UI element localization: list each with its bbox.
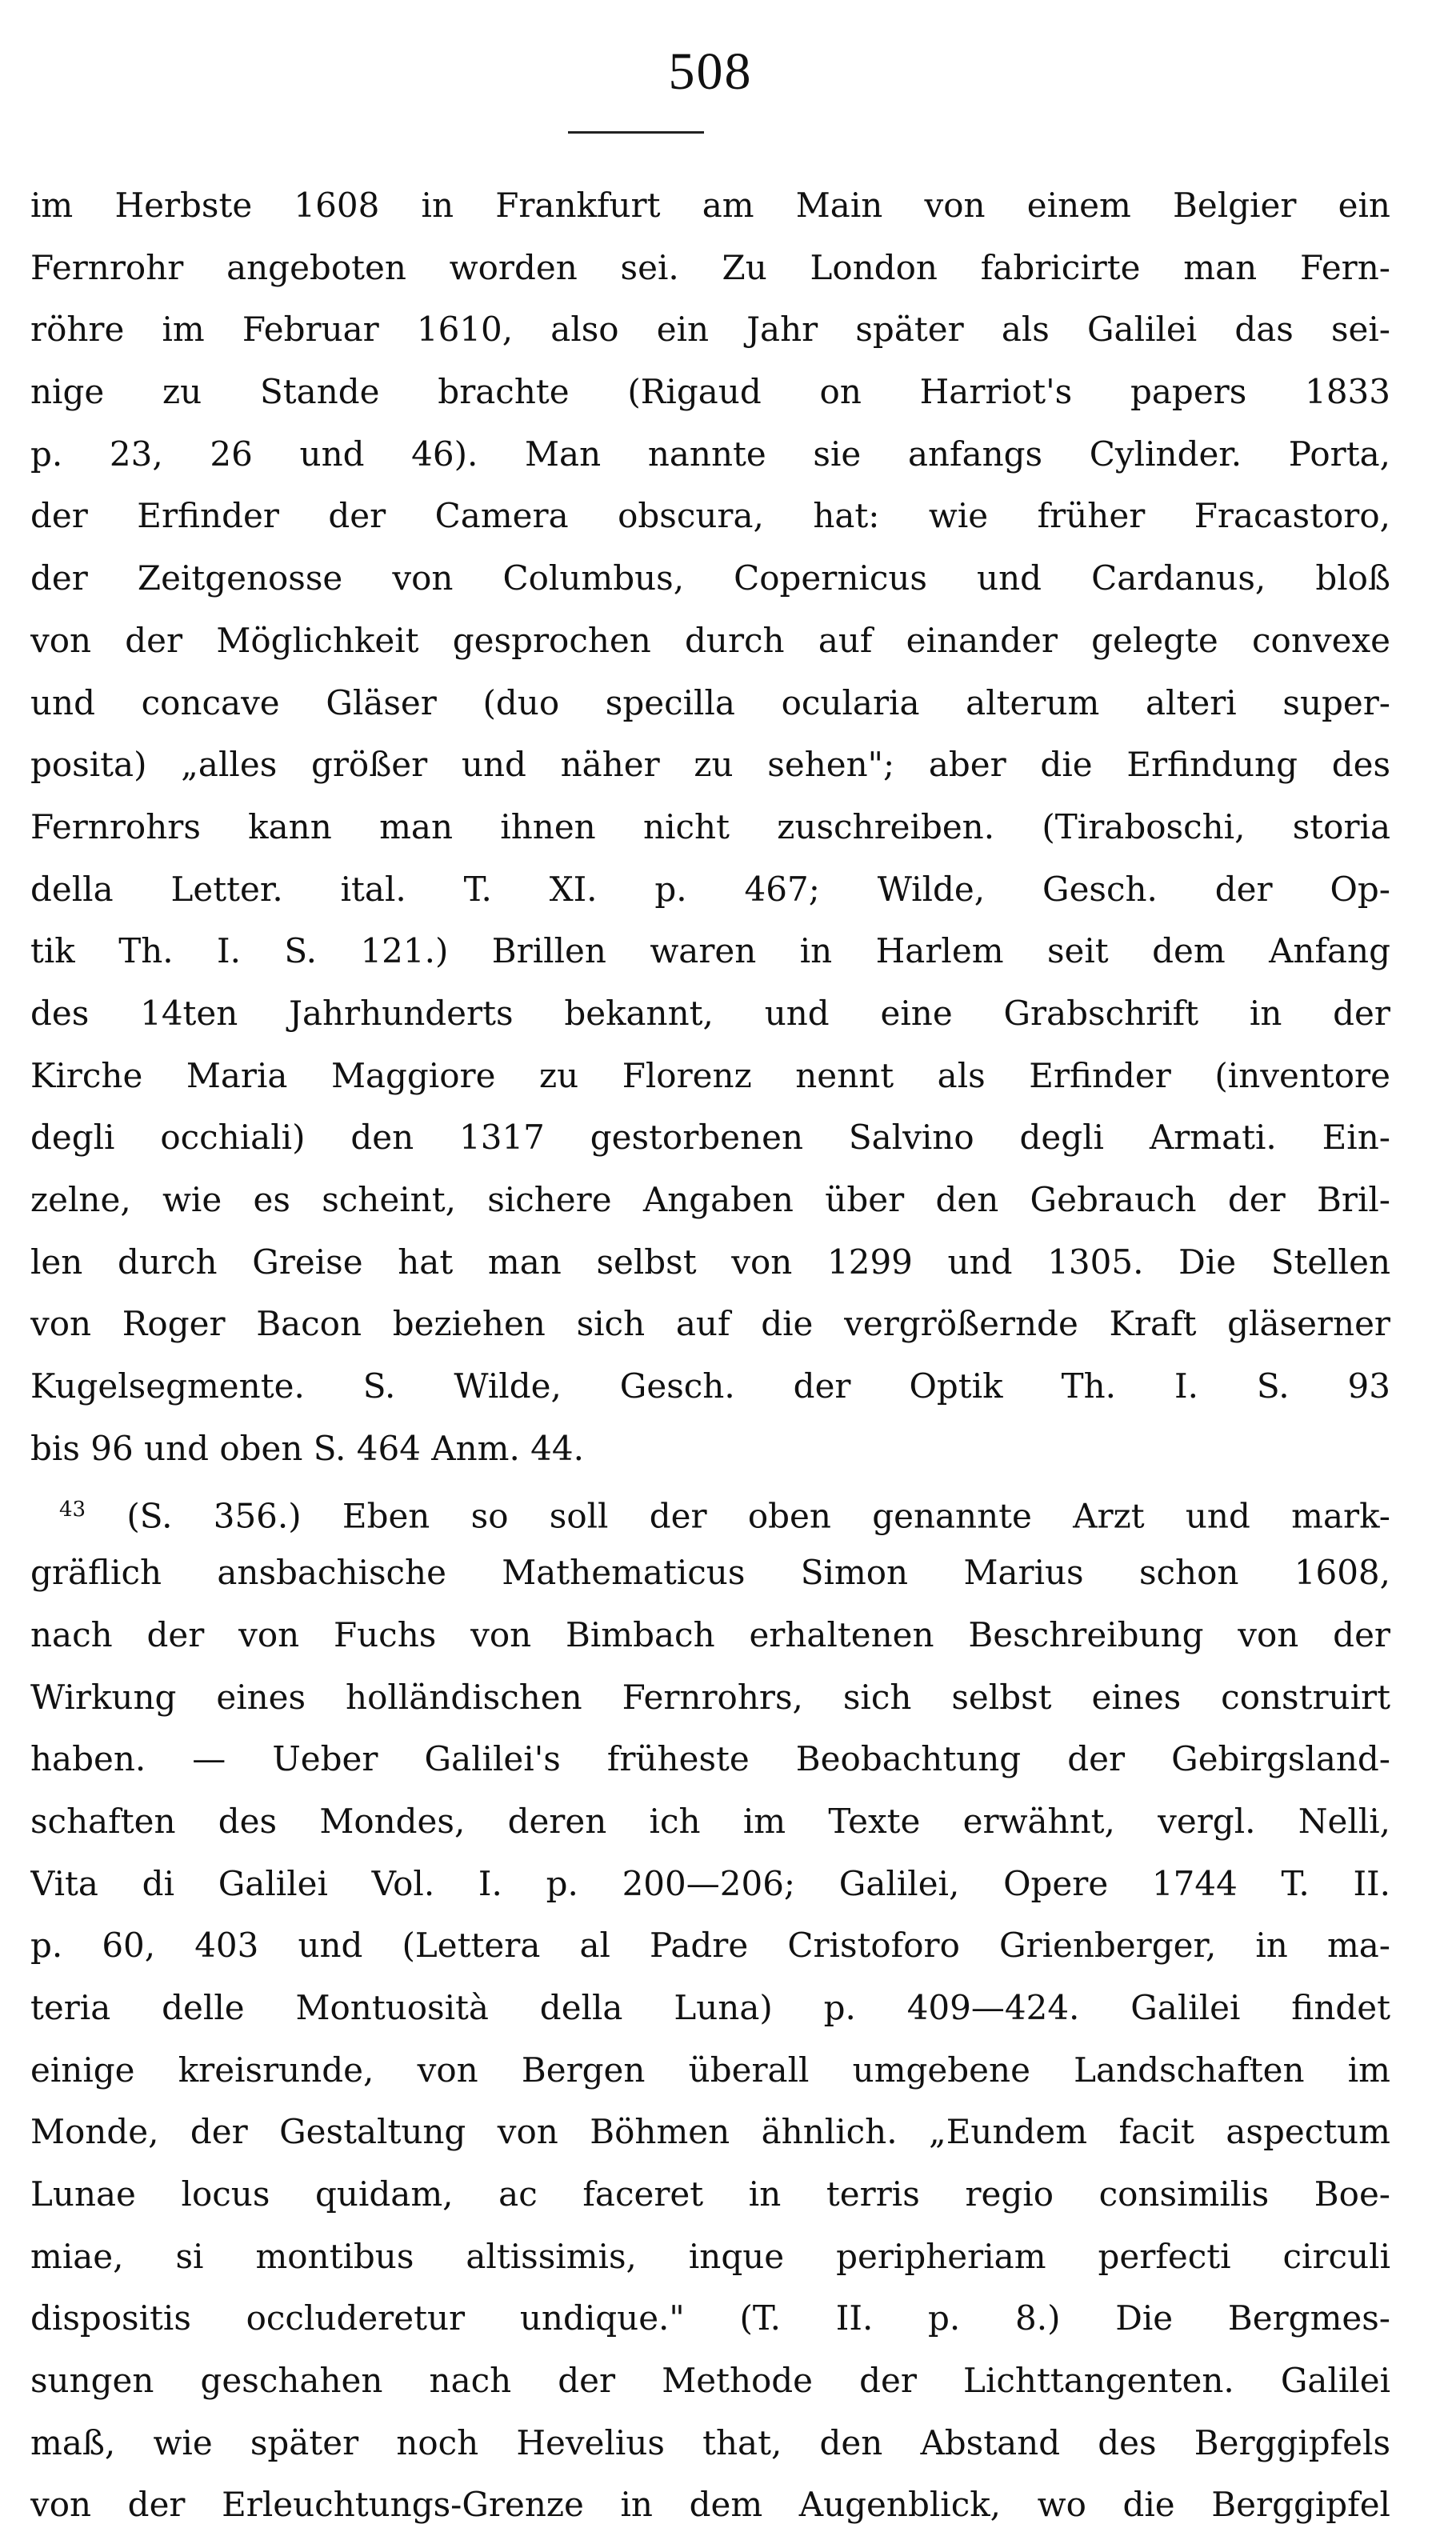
footnote-line: nach der von Fuchs von Bimbach erhaltenen Beschreibung von der [30, 1614, 1390, 1654]
text-line: posita) „alles größer und näher zu sehen"; aber die Erfindung des [30, 745, 1390, 785]
text-line: Kirche Maria Maggiore zu Florenz nennt als Erfinder (inventore [30, 1055, 1390, 1095]
text-line: nige zu Stande brachte (Rigaud on Harriot's papers 1833 [30, 372, 1390, 412]
text-line: zelne, wie es scheint, sichere Angaben über den Gebrauch der Bril- [30, 1180, 1390, 1219]
footnote-line: schaften des Mondes, deren ich im Texte erwähnt, vergl. Nelli, [30, 1801, 1390, 1841]
footnote-line: Lunae locus quidam, ac faceret in terris regio consimilis Boe- [30, 2174, 1390, 2214]
text-line: len durch Greise hat man selbst von 1299 und 1305. Die Stellen [30, 1242, 1390, 1282]
footnote-line: gräflich ansbachische Mathematicus Simon Marius schon 1608, [30, 1553, 1390, 1593]
text-line: des 14ten Jahrhunderts bekannt, und eine Grabschrift in der [30, 993, 1390, 1033]
text-line: und concave Gläser (duo specilla ocularia alterum alteri super- [30, 682, 1390, 722]
text-line: der Erfinder der Camera obscura, hat: wie früher Fracastoro, [30, 496, 1390, 536]
footnote-line: p. 60, 403 und (Lettera al Padre Cristoforo Grienberger, in ma- [30, 1926, 1390, 1966]
text-line: von Roger Bacon beziehen sich auf die vergrößernde Kraft gläserner [30, 1304, 1390, 1344]
footnote-line: Wirkung eines holländischen Fernrohrs, sich selbst eines construirt [30, 1677, 1390, 1717]
footnote-line: von der Erleuchtungs-Grenze in dem Augenblick, wo die Berggipfel [30, 2485, 1390, 2525]
header-rule [568, 131, 704, 134]
text-line: im Herbste 1608 in Frankfurt am Main von einem Belgier ein [30, 186, 1390, 225]
text-line: röhre im Februar 1610, also ein Jahr später als Galilei das sei- [30, 310, 1390, 350]
text-line: der Zeitgenosse von Columbus, Copernicus und Cardanus, bloß [30, 558, 1390, 598]
footnote-line: haben. — Ueber Galilei's früheste Beobachtung der Gebirgsland- [30, 1739, 1390, 1779]
text-line: Kugelsegmente. S. Wilde, Gesch. der Optik Th. I. S. 93 [30, 1366, 1390, 1406]
document-page [30, 32, 1390, 2525]
text-line: della Letter. ital. T. XI. p. 467; Wilde, Gesch. der Op- [30, 869, 1390, 909]
footnote-line: miae, si montibus altissimis, inque peripheriam perfecti circuli [30, 2236, 1390, 2276]
text-line: tik Th. I. S. 121.) Brillen waren in Harlem seit dem Anfang [30, 931, 1390, 971]
footnote-line: teria delle Montuosità della Luna) p. 409—424. Galilei findet [30, 1987, 1390, 2027]
footnote-text: (S. 356.) Eben so soll der oben genannte Arzt und mark- [126, 1496, 1390, 1536]
text-line: Fernrohrs kann man ihnen nicht zuschreiben. (Tiraboschi, storia [30, 806, 1390, 846]
footnote-line: einige kreisrunde, von Bergen überall umgebene Landschaften im [30, 2050, 1390, 2090]
footnote-line: sungen geschahen nach der Methode der Lichttangenten. Galilei [30, 2361, 1390, 2401]
text-line: degli occhiali) den 1317 gestorbenen Salvino degli Armati. Ein- [30, 1118, 1390, 1158]
footnote-line: maß, wie später noch Hevelius that, den Abstand des Berggipfels [30, 2422, 1390, 2462]
page-number: 508 [668, 42, 753, 101]
footnote-first-line [30, 1479, 1390, 1542]
footnote-number: 43 [59, 1498, 86, 1522]
text-line: von der Möglichkeit gesprochen durch auf einander gelegte convexe [30, 620, 1390, 660]
footnote-line: dispositis occluderetur undique." (T. II. p. 8.) Die Bergmes- [30, 2298, 1390, 2338]
body-text [30, 174, 1390, 2536]
footnote-line: Vita di Galilei Vol. I. p. 200—206; Galilei, Opere 1744 T. II. [30, 1863, 1390, 1903]
footnote-line: Monde, der Gestaltung von Böhmen ähnlich. „Eundem facit aspectum [30, 2112, 1390, 2152]
text-line: bis 96 und oben S. 464 Anm. 44. [30, 1428, 584, 1468]
text-line: p. 23, 26 und 46). Man nannte sie anfangs Cylinder. Porta, [30, 434, 1390, 474]
text-line: Fernrohr angeboten worden sei. Zu London fabricirte man Fern- [30, 247, 1390, 287]
